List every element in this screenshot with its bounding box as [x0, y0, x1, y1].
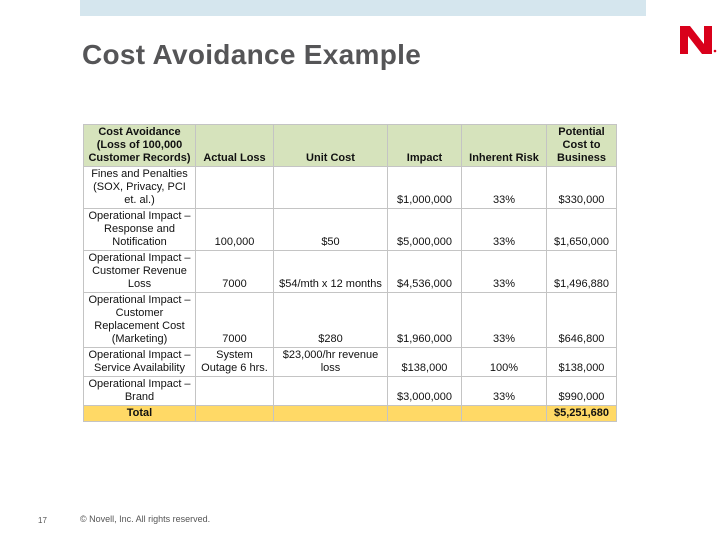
unit-cost-cell	[274, 377, 388, 406]
slide-title: Cost Avoidance Example	[82, 39, 422, 70]
top-accent-bar	[80, 0, 646, 16]
impact-cell: $138,000	[388, 348, 462, 377]
header-cost-avoidance: Cost Avoidance (Loss of 100,000 Customer Records)	[84, 125, 196, 167]
header-unit-cost: Unit Cost	[274, 125, 388, 167]
inherent-risk-cell: 33%	[462, 377, 547, 406]
total-empty-cell	[462, 406, 547, 422]
table-row	[84, 377, 617, 406]
row-label: Operational Impact – Customer Revenue Loss	[84, 251, 196, 293]
inherent-risk-cell: 33%	[462, 293, 547, 348]
table-row	[84, 293, 617, 348]
header-potential-cost: Potential Cost to Business	[547, 125, 617, 167]
unit-cost-cell: $280	[274, 293, 388, 348]
actual-loss-cell	[196, 167, 274, 209]
total-label: Total	[84, 406, 196, 422]
actual-loss-cell: 7000	[196, 293, 274, 348]
table-row	[84, 209, 617, 251]
potential-cost-cell: $330,000	[547, 167, 617, 209]
row-label: Fines and Penalties (SOX, Privacy, PCI et. al.)	[84, 167, 196, 209]
cost-avoidance-table	[83, 124, 617, 422]
impact-cell: $3,000,000	[388, 377, 462, 406]
total-empty-cell	[274, 406, 388, 422]
potential-cost-cell: $990,000	[547, 377, 617, 406]
inherent-risk-cell: 33%	[462, 251, 547, 293]
potential-cost-cell: $138,000	[547, 348, 617, 377]
total-value: $5,251,680	[547, 406, 617, 422]
table-row	[84, 251, 617, 293]
unit-cost-cell: $54/mth x 12 months	[274, 251, 388, 293]
slide-number: 17	[38, 516, 47, 525]
total-row	[84, 406, 617, 422]
row-label: Operational Impact – Response and Notification	[84, 209, 196, 251]
total-empty-cell	[196, 406, 274, 422]
inherent-risk-cell: 100%	[462, 348, 547, 377]
total-empty-cell	[388, 406, 462, 422]
inherent-risk-cell: 33%	[462, 209, 547, 251]
unit-cost-cell	[274, 167, 388, 209]
row-label: Operational Impact – Customer Replacement Cost (Marketing)	[84, 293, 196, 348]
table-row	[84, 348, 617, 377]
header-impact: Impact	[388, 125, 462, 167]
potential-cost-cell: $646,800	[547, 293, 617, 348]
header-inherent-risk: Inherent Risk	[462, 125, 547, 167]
header-actual-loss: Actual Loss	[196, 125, 274, 167]
potential-cost-cell: $1,650,000	[547, 209, 617, 251]
unit-cost-cell: $50	[274, 209, 388, 251]
row-label: Operational Impact – Service Availability	[84, 348, 196, 377]
impact-cell: $1,960,000	[388, 293, 462, 348]
table-header-row	[84, 125, 617, 167]
actual-loss-cell: System Outage 6 hrs.	[196, 348, 274, 377]
actual-loss-cell: 7000	[196, 251, 274, 293]
inherent-risk-cell: 33%	[462, 167, 547, 209]
row-label: Operational Impact – Brand	[84, 377, 196, 406]
impact-cell: $1,000,000	[388, 167, 462, 209]
potential-cost-cell: $1,496,880	[547, 251, 617, 293]
table-row	[84, 167, 617, 209]
actual-loss-cell	[196, 377, 274, 406]
impact-cell: $5,000,000	[388, 209, 462, 251]
novell-logo-icon	[676, 20, 718, 56]
actual-loss-cell: 100,000	[196, 209, 274, 251]
unit-cost-cell: $23,000/hr revenue loss	[274, 348, 388, 377]
impact-cell: $4,536,000	[388, 251, 462, 293]
copyright-text: © Novell, Inc. All rights reserved.	[80, 514, 211, 524]
